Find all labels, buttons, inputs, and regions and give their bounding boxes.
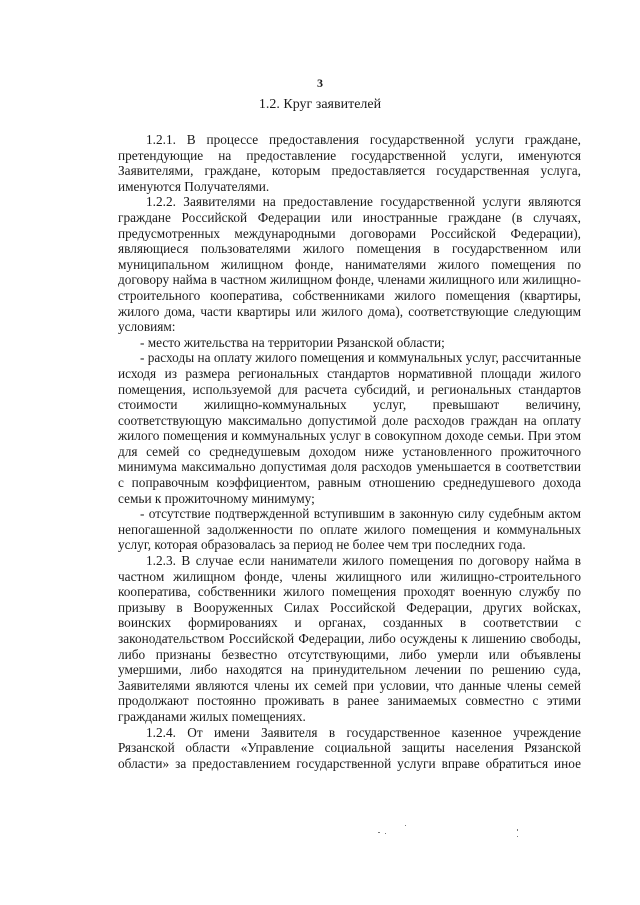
document-body <box>118 132 581 771</box>
paragraph-1-2-3: 1.2.3. В случае если наниматели жилого помещения по договору найма в частном жилищном фонде, члены жилищного или жилищно-строительного кооператива, собственники жилого помещения проходят военную службу по призыву в Вооруженных Силах Российской Федерации, других войсках, воинских формированиях и органах, созданных в соответствии с законодательством Российской Федерации, либо осуждены к лишению свободы, либо признаны безвестно отсутствующими, либо умерли или объявлены умершими, либо находятся на принудительном лечении по решению суда, Заявителями являются члены их семей при условии, что данные члены семей продолжают постоянно проживать в ранее занимаемых совместно с этими гражданами жилых помещениях. <box>118 553 581 724</box>
scan-speck <box>517 836 518 837</box>
condition-residence: - место жительства на территории Рязанской области; <box>140 334 445 350</box>
paragraph-1-2-4: 1.2.4. От имени Заявителя в государственное казенное учреждение Рязанской области «Управление социальной защиты населения Рязанской области» за предоставлением государственной услуги вправе обратиться иное <box>118 724 581 771</box>
section-title: 1.2. Круг заявителей <box>258 97 382 112</box>
condition-no-debt: - отсутствие подтвержденной вступившим в законную силу судебным актом непогашенной задолженности по оплате жилого помещения и коммунальных услуг, которая образовалась за период не более чем три последних года. <box>118 506 581 553</box>
scan-speck <box>405 825 406 826</box>
page-number: 3 <box>317 76 323 90</box>
scan-speck <box>385 833 386 834</box>
paragraph-1-2-2: 1.2.2. Заявителями на предоставление государственной услуги являются граждане Российской Федерации или иностранные граждане (в случаях, предусмотренных международными договорами Российской Федерации), являющиеся пользователями жилого помещения в государственном или муниципальном жилищном фонде, нанимателями жилого помещения по договору найма в частном жилищном фонде, членами жилищного или жилищно-строительного кооператива, собственниками жилого помещения (квартиры, жилого дома, части квартиры или жилого дома), соответствующие следующим условиям: <box>118 194 581 335</box>
paragraph-1-2-1: 1.2.1. В процессе предоставления государственной услуги граждане, претендующие на предоставление государственной услуги, именуются Заявителями, граждане, которым предоставляется государственная услуга, именуются Получателями. <box>118 132 581 194</box>
condition-expenses: - расходы на оплату жилого помещения и коммунальных услуг, рассчитанные исходя из размера региональных стандартов нормативной площади жилого помещения, используемой для расчета субсидий, и региональных стандартов стоимости жилищно-коммунальных услуг, превышают величину, соответствующую максимально допустимой доле расходов граждан на оплату жилого помещения и коммунальных услуг в совокупном доходе семьи. При этом для семей со среднедушевым доходом ниже установленного прожиточного минимума максимально допустимая доля расходов уменьшается в соответствии с поправочным коэффициентом, равным отношению среднедушевого дохода семьи к прожиточному минимуму; <box>118 350 581 506</box>
scan-speck <box>517 829 518 831</box>
scan-speck <box>378 832 380 833</box>
